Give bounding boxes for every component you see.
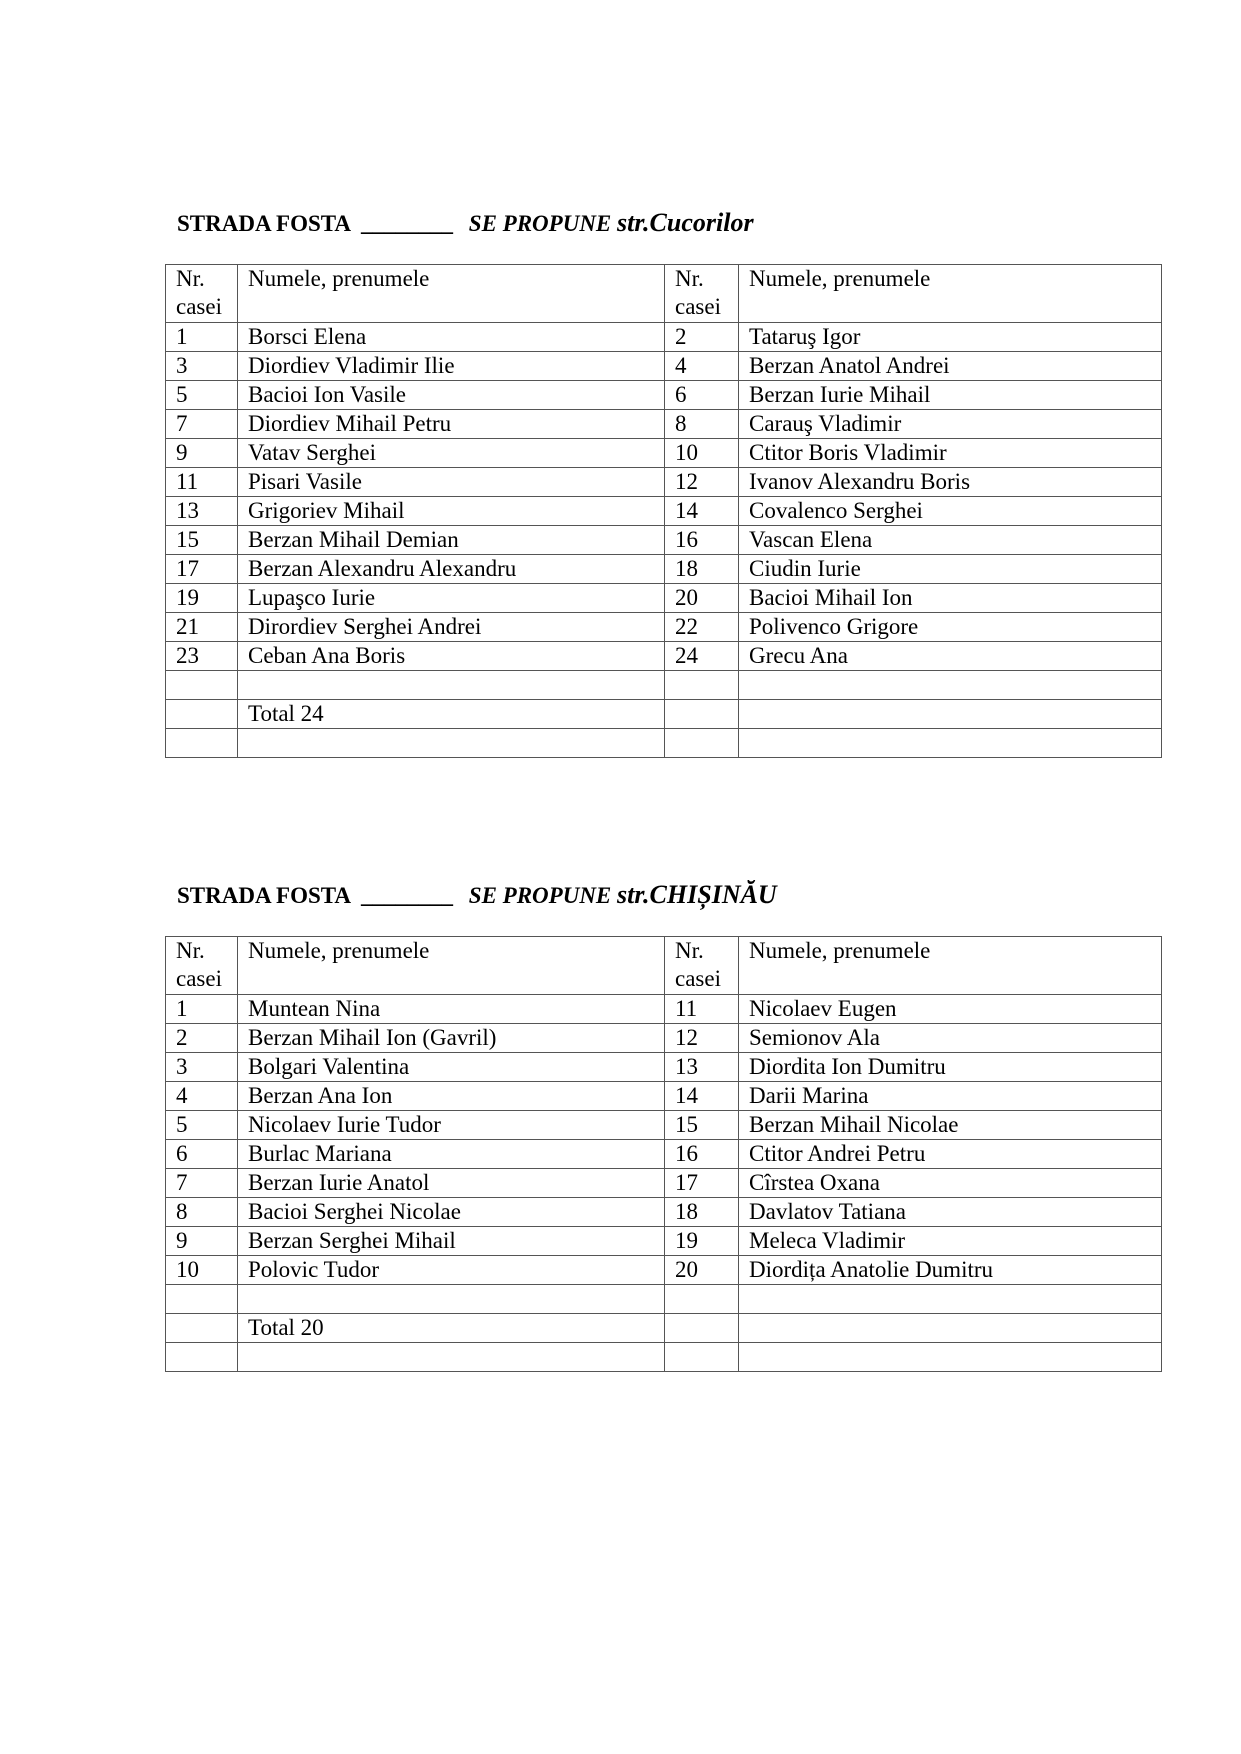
house-number-cell: 1: [166, 323, 238, 352]
house-number-cell: 12: [665, 468, 739, 497]
house-number-cell: 9: [166, 1227, 238, 1256]
table-row: [166, 1140, 1162, 1169]
house-number-cell: 13: [166, 497, 238, 526]
house-number-cell: [665, 1343, 739, 1372]
residents-table: [165, 936, 1162, 1372]
house-number-cell: 24: [665, 642, 739, 671]
resident-name-cell: Burlac Mariana: [238, 1140, 665, 1169]
resident-name-cell: Ceban Ana Boris: [238, 642, 665, 671]
table-row: [166, 1024, 1162, 1053]
resident-name-cell: Borsci Elena: [238, 323, 665, 352]
house-number-cell: 6: [665, 381, 739, 410]
house-number-cell: [665, 1285, 739, 1314]
former-street-label: STRADA FOSTA: [177, 211, 352, 236]
resident-name-cell: Berzan Iurie Mihail: [739, 381, 1162, 410]
table-row: [166, 555, 1162, 584]
table-row: [166, 1111, 1162, 1140]
house-number-cell: 10: [665, 439, 739, 468]
resident-name-cell: Diordiev Mihail Petru: [238, 410, 665, 439]
resident-name-cell: Vatav Serghei: [238, 439, 665, 468]
house-number-cell: 3: [166, 1053, 238, 1082]
table-row: [166, 729, 1162, 758]
resident-name-cell: Berzan Alexandru Alexandru: [238, 555, 665, 584]
resident-name-cell: Cîrstea Oxana: [739, 1169, 1162, 1198]
resident-name-cell: Tataruş Igor: [739, 323, 1162, 352]
resident-name-cell: Meleca Vladimir: [739, 1227, 1162, 1256]
table-row: [166, 1256, 1162, 1285]
resident-name-cell: [739, 729, 1162, 758]
resident-name-cell: Carauş Vladimir: [739, 410, 1162, 439]
resident-name-cell: Davlatov Tatiana: [739, 1198, 1162, 1227]
house-number-cell: 14: [665, 497, 739, 526]
house-number-cell: 20: [665, 584, 739, 613]
resident-name-cell: [238, 1285, 665, 1314]
resident-name-cell: Grecu Ana: [739, 642, 1162, 671]
house-number-cell: 11: [665, 995, 739, 1024]
house-number-cell: 10: [166, 1256, 238, 1285]
resident-name-cell: Diordita Ion Dumitru: [739, 1053, 1162, 1082]
house-number-cell: 15: [665, 1111, 739, 1140]
house-number-cell: 1: [166, 995, 238, 1024]
house-number-cell: 16: [665, 526, 739, 555]
resident-name-cell: Darii Marina: [739, 1082, 1162, 1111]
resident-name-cell: Berzan Anatol Andrei: [739, 352, 1162, 381]
table-row: [166, 1343, 1162, 1372]
house-number-cell: 4: [665, 352, 739, 381]
resident-name-cell: [739, 1285, 1162, 1314]
house-number-cell: 23: [166, 642, 238, 671]
house-number-cell: 22: [665, 613, 739, 642]
resident-name-cell: Dirordiev Serghei Andrei: [238, 613, 665, 642]
table-row: [166, 381, 1162, 410]
house-number-cell: 21: [166, 613, 238, 642]
table-row: [166, 1198, 1162, 1227]
resident-name-cell: Semionov Ala: [739, 1024, 1162, 1053]
house-number-cell: 14: [665, 1082, 739, 1111]
resident-name-cell: Bolgari Valentina: [238, 1053, 665, 1082]
header-house-number: Nr. casei: [665, 937, 739, 995]
header-name: Numele, prenumele: [238, 265, 665, 323]
house-number-cell: 18: [665, 1198, 739, 1227]
table-row: [166, 1082, 1162, 1111]
resident-name-cell: [238, 1343, 665, 1372]
section-heading: [177, 208, 1161, 238]
table-row: [166, 613, 1162, 642]
house-number-cell: 17: [166, 555, 238, 584]
house-number-cell: 19: [665, 1227, 739, 1256]
resident-name-cell: Nicolaev Iurie Tudor: [238, 1111, 665, 1140]
resident-name-cell: Vascan Elena: [739, 526, 1162, 555]
house-number-cell: 16: [665, 1140, 739, 1169]
house-number-cell: 20: [665, 1256, 739, 1285]
house-number-cell: [665, 729, 739, 758]
table-row: [166, 700, 1162, 729]
resident-name-cell: Total 20: [238, 1314, 665, 1343]
resident-name-cell: Bacioi Mihail Ion: [739, 584, 1162, 613]
house-number-cell: [665, 1314, 739, 1343]
house-number-cell: 4: [166, 1082, 238, 1111]
street-section-chisinau: [165, 880, 1161, 1372]
house-number-cell: 17: [665, 1169, 739, 1198]
house-number-cell: 8: [665, 410, 739, 439]
house-number-cell: 7: [166, 410, 238, 439]
table-row: [166, 1169, 1162, 1198]
proposed-street-name: str.CHIȘINĂU: [617, 880, 777, 909]
table-row: [166, 439, 1162, 468]
resident-name-cell: Diordița Anatolie Dumitru: [739, 1256, 1162, 1285]
resident-name-cell: Diordiev Vladimir Ilie: [238, 352, 665, 381]
table-row: [166, 671, 1162, 700]
proposal-label: SE PROPUNE: [468, 211, 612, 236]
resident-name-cell: Muntean Nina: [238, 995, 665, 1024]
resident-name-cell: Grigoriev Mihail: [238, 497, 665, 526]
resident-name-cell: Covalenco Serghei: [739, 497, 1162, 526]
house-number-cell: [166, 1285, 238, 1314]
resident-name-cell: Berzan Mihail Demian: [238, 526, 665, 555]
former-street-blank: ________: [361, 883, 454, 908]
resident-name-cell: Pisari Vasile: [238, 468, 665, 497]
table-row: [166, 642, 1162, 671]
street-section-cucorilor: [165, 208, 1161, 758]
proposal-label: SE PROPUNE: [468, 883, 612, 908]
table-row: [166, 1285, 1162, 1314]
house-number-cell: [166, 671, 238, 700]
house-number-cell: 18: [665, 555, 739, 584]
resident-name-cell: Polovic Tudor: [238, 1256, 665, 1285]
table-row: [166, 1227, 1162, 1256]
table-row: [166, 323, 1162, 352]
section-heading: [177, 880, 1161, 910]
resident-name-cell: [238, 671, 665, 700]
resident-name-cell: [739, 1343, 1162, 1372]
residents-table: [165, 264, 1162, 758]
header-name: Numele, prenumele: [739, 937, 1162, 995]
resident-name-cell: Lupaşco Iurie: [238, 584, 665, 613]
house-number-cell: 3: [166, 352, 238, 381]
house-number-cell: 7: [166, 1169, 238, 1198]
resident-name-cell: Nicolaev Eugen: [739, 995, 1162, 1024]
resident-name-cell: Ivanov Alexandru Boris: [739, 468, 1162, 497]
table-row: [166, 526, 1162, 555]
resident-name-cell: Berzan Mihail Ion (Gavril): [238, 1024, 665, 1053]
house-number-cell: [166, 700, 238, 729]
resident-name-cell: Berzan Mihail Nicolae: [739, 1111, 1162, 1140]
header-house-number: Nr. casei: [166, 937, 238, 995]
house-number-cell: 11: [166, 468, 238, 497]
header-house-number: Nr. casei: [166, 265, 238, 323]
house-number-cell: 2: [665, 323, 739, 352]
house-number-cell: 6: [166, 1140, 238, 1169]
house-number-cell: [166, 729, 238, 758]
table-row: [166, 468, 1162, 497]
table-row: [166, 497, 1162, 526]
table-row: [166, 1053, 1162, 1082]
table-header-row: [166, 937, 1162, 995]
former-street-label: STRADA FOSTA: [177, 883, 352, 908]
proposed-street-name: str.Cucorilor: [617, 208, 754, 237]
resident-name-cell: Bacioi Ion Vasile: [238, 381, 665, 410]
house-number-cell: 12: [665, 1024, 739, 1053]
resident-name-cell: Berzan Iurie Anatol: [238, 1169, 665, 1198]
table-header-row: [166, 265, 1162, 323]
resident-name-cell: Total 24: [238, 700, 665, 729]
house-number-cell: 8: [166, 1198, 238, 1227]
house-number-cell: [665, 700, 739, 729]
former-street-blank: ________: [361, 211, 454, 236]
table-row: [166, 352, 1162, 381]
table-row: [166, 584, 1162, 613]
resident-name-cell: [739, 671, 1162, 700]
resident-name-cell: Ctitor Boris Vladimir: [739, 439, 1162, 468]
resident-name-cell: Polivenco Grigore: [739, 613, 1162, 642]
house-number-cell: [166, 1314, 238, 1343]
resident-name-cell: [238, 729, 665, 758]
resident-name-cell: Berzan Serghei Mihail: [238, 1227, 665, 1256]
resident-name-cell: [739, 700, 1162, 729]
house-number-cell: 9: [166, 439, 238, 468]
resident-name-cell: Ciudin Iurie: [739, 555, 1162, 584]
house-number-cell: [166, 1343, 238, 1372]
house-number-cell: 19: [166, 584, 238, 613]
house-number-cell: 13: [665, 1053, 739, 1082]
resident-name-cell: [739, 1314, 1162, 1343]
resident-name-cell: Ctitor Andrei Petru: [739, 1140, 1162, 1169]
resident-name-cell: Bacioi Serghei Nicolae: [238, 1198, 665, 1227]
header-name: Numele, prenumele: [238, 937, 665, 995]
header-name: Numele, prenumele: [739, 265, 1162, 323]
table-row: [166, 1314, 1162, 1343]
house-number-cell: 2: [166, 1024, 238, 1053]
house-number-cell: 5: [166, 1111, 238, 1140]
header-house-number: Nr. casei: [665, 265, 739, 323]
house-number-cell: [665, 671, 739, 700]
house-number-cell: 15: [166, 526, 238, 555]
table-row: [166, 995, 1162, 1024]
resident-name-cell: Berzan Ana Ion: [238, 1082, 665, 1111]
table-row: [166, 410, 1162, 439]
house-number-cell: 5: [166, 381, 238, 410]
